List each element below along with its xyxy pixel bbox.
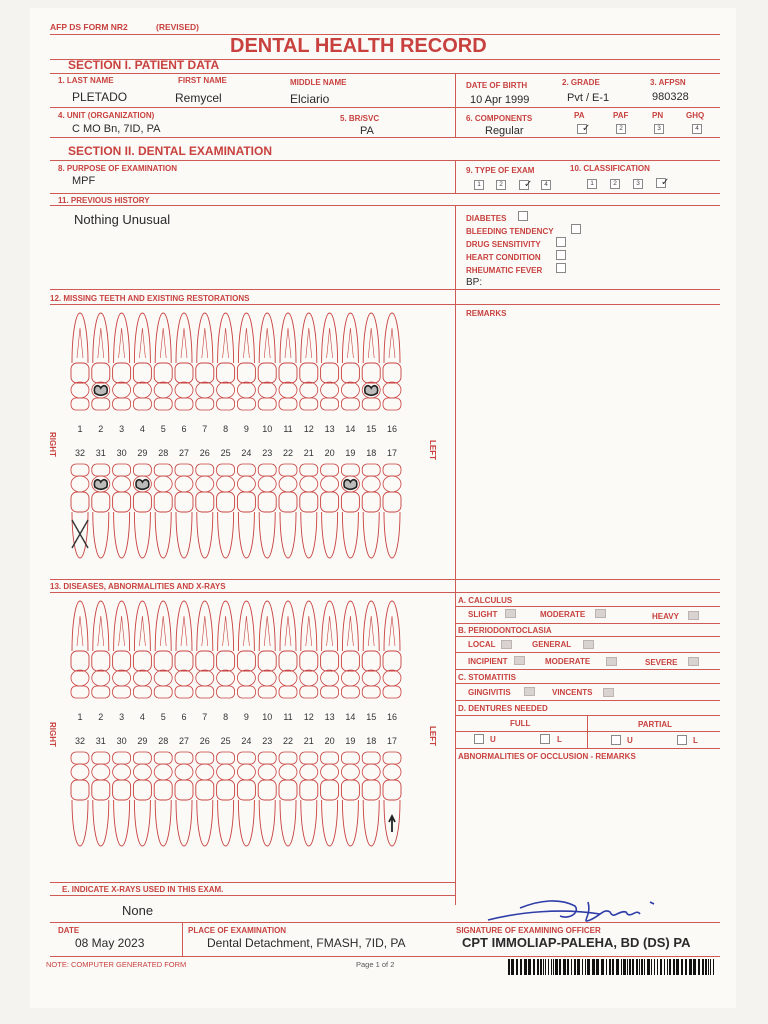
tooth-number: 2 [98, 424, 104, 434]
lower-tooth[interactable] [71, 752, 89, 846]
comp-pn-label: PN [652, 111, 664, 120]
place-label: PLACE OF EXAMINATION [188, 926, 287, 935]
tooth-number: 20 [324, 736, 335, 746]
upper-tooth[interactable] [258, 601, 276, 698]
tooth-number: 32 [74, 736, 86, 746]
xray-label: E. INDICATE X-RAYS USED IN THIS EXAM. [62, 885, 224, 894]
tooth-number: 26 [199, 448, 210, 458]
middle-name-field[interactable]: Elciario [290, 92, 330, 106]
grade-field[interactable]: Pvt / E-1 [567, 92, 610, 104]
tooth-number: 17 [386, 736, 398, 746]
upper-tooth[interactable] [279, 601, 297, 698]
lower-tooth[interactable] [300, 752, 318, 846]
history-field[interactable]: Nothing Unusual [74, 212, 171, 227]
tooth-number: 19 [345, 448, 356, 458]
upper-tooth[interactable] [341, 601, 359, 698]
upper-tooth[interactable] [113, 601, 131, 698]
tooth-number: 6 [181, 424, 187, 434]
last-name-label: 1. LAST NAME [58, 76, 114, 85]
tooth-number: 13 [324, 424, 335, 434]
full-lower-checkbox[interactable] [540, 734, 550, 744]
full-l-label: L [557, 735, 562, 744]
restoration-mark [94, 386, 107, 396]
missing-tooth-mark [72, 520, 88, 548]
vincents-checkbox[interactable] [603, 688, 614, 697]
diabetes-label: DIABETES [466, 214, 507, 223]
type-exam-3-checkbox[interactable] [519, 179, 533, 190]
general-label: GENERAL [532, 640, 572, 649]
upper-tooth[interactable] [71, 601, 89, 698]
right-side-label-2: RIGHT [48, 722, 57, 747]
occlusion-label: ABNORMALITIES OF OCCLUSION - REMARKS [458, 752, 636, 761]
upper-tooth[interactable] [133, 313, 151, 410]
form-code: AFP DS FORM NR2 [50, 22, 128, 32]
left-side-label-2: LEFT [428, 726, 437, 746]
lower-tooth[interactable] [154, 464, 172, 558]
tooth-number: 26 [199, 736, 210, 746]
form-revised: (REVISED) [156, 22, 199, 32]
class-1-checkbox[interactable]: 1 [587, 179, 597, 189]
form-note: NOTE: COMPUTER GENERATED FORM [46, 960, 187, 969]
slight-label: SLIGHT [468, 610, 498, 619]
tooth-number: 27 [178, 448, 190, 458]
tooth-number: 12 [303, 424, 314, 434]
bleeding-checkbox[interactable] [571, 224, 581, 234]
tooth-number: 14 [345, 712, 356, 722]
tooth-number: 30 [116, 736, 127, 746]
upper-tooth[interactable] [217, 601, 235, 698]
check-icon: ✓ [582, 123, 591, 134]
comp-pa-label: PA [574, 111, 585, 120]
upper-tooth[interactable] [383, 601, 401, 698]
severe-label: SEVERE [645, 658, 678, 667]
purpose-field[interactable]: MPF [72, 175, 96, 187]
full-label: FULL [510, 719, 531, 728]
heavy-checkbox[interactable] [688, 611, 699, 620]
signature-image [480, 890, 670, 935]
diabetes-checkbox[interactable] [518, 211, 528, 221]
upper-tooth[interactable] [196, 601, 214, 698]
upper-tooth[interactable] [154, 313, 172, 410]
tooth-number: 28 [158, 448, 169, 458]
missing-teeth-label: 12. MISSING TEETH AND EXISTING RESTORATIONS [50, 294, 250, 303]
tooth-number: 10 [262, 712, 273, 722]
dentures-label: D. DENTURES NEEDED [458, 704, 548, 713]
date-field[interactable]: 08 May 2023 [75, 936, 145, 950]
tooth-number: 28 [158, 736, 169, 746]
lower-tooth[interactable] [113, 464, 131, 558]
stomatitis-label: C. STOMATITIS [458, 673, 516, 682]
lower-tooth[interactable] [217, 752, 235, 846]
classification-label: 10. CLASSIFICATION [570, 164, 650, 173]
partial-lower-checkbox[interactable] [677, 735, 687, 745]
tooth-number: 4 [139, 424, 145, 434]
upper-tooth[interactable] [279, 313, 297, 410]
lower-tooth[interactable] [341, 464, 359, 558]
comp-paf-label: PAF [613, 111, 629, 120]
tooth-number: 17 [386, 448, 398, 458]
dob-label: DATE OF BIRTH [466, 81, 528, 90]
restoration-mark [344, 480, 357, 490]
local-checkbox[interactable] [501, 640, 512, 649]
comp-ghq-checkbox[interactable]: 4 [692, 124, 702, 134]
lower-tooth[interactable] [196, 752, 214, 846]
heart-checkbox[interactable] [556, 250, 566, 260]
full-upper-checkbox[interactable] [474, 734, 484, 744]
general-checkbox[interactable] [583, 640, 594, 649]
upper-tooth[interactable] [196, 313, 214, 410]
tooth-number: 24 [241, 448, 252, 458]
moderate-label: MODERATE [540, 610, 586, 619]
rheumatic-label: RHEUMATIC FEVER [466, 266, 543, 275]
upper-tooth[interactable] [341, 313, 359, 410]
tooth-number: 8 [223, 712, 229, 722]
comp-pn-checkbox[interactable]: 3 [654, 124, 664, 134]
lower-tooth[interactable] [258, 464, 276, 558]
lower-tooth[interactable] [133, 752, 151, 846]
tooth-number: 3 [119, 712, 125, 722]
tooth-number: 12 [303, 712, 314, 722]
comp-paf-checkbox[interactable]: 2 [616, 124, 626, 134]
tooth-number: 4 [139, 712, 145, 722]
gingivitis-checkbox[interactable] [524, 687, 535, 696]
date-label: DATE [58, 926, 80, 935]
left-side-label: LEFT [428, 440, 437, 460]
section2-title: SECTION II. DENTAL EXAMINATION [68, 144, 273, 158]
vincents-label: VINCENTS [552, 688, 593, 697]
lower-tooth[interactable] [362, 464, 380, 558]
incipient-checkbox[interactable] [514, 656, 525, 665]
upper-tooth[interactable] [383, 313, 401, 410]
dob-field[interactable]: 10 Apr 1999 [470, 94, 530, 106]
partial-label: PARTIAL [638, 720, 673, 729]
lower-tooth[interactable] [321, 464, 339, 558]
lower-tooth[interactable] [237, 752, 255, 846]
lower-tooth[interactable] [383, 464, 401, 558]
lower-tooth[interactable] [175, 752, 193, 846]
upper-tooth[interactable] [237, 601, 255, 698]
tooth-number: 27 [178, 736, 190, 746]
tooth-number: 6 [181, 712, 187, 722]
tooth-number: 21 [303, 448, 314, 458]
tooth-number: 5 [160, 424, 166, 434]
purpose-label: 8. PURPOSE OF EXAMINATION [58, 164, 177, 173]
partial-u-label: U [627, 736, 633, 745]
tooth-number: 20 [324, 448, 335, 458]
tooth-number: 22 [282, 736, 294, 746]
first-name-label: FIRST NAME [178, 76, 227, 85]
signature-label: SIGNATURE OF EXAMINING OFFICER [456, 926, 601, 935]
upper-tooth[interactable] [362, 601, 380, 698]
components-label: 6. COMPONENTS [466, 114, 533, 123]
tooth-number: 23 [262, 736, 273, 746]
upper-tooth[interactable] [321, 313, 339, 410]
type-exam-label: 9. TYPE OF EXAM [466, 166, 535, 175]
tooth-number: 1 [77, 424, 83, 434]
tooth-number: 7 [202, 424, 208, 434]
severe-checkbox[interactable] [688, 657, 699, 666]
lower-tooth[interactable] [279, 752, 297, 846]
officer-name: CPT IMMOLIAP-PALEHA, BD (DS) PA [462, 935, 691, 950]
xray-field[interactable]: None [122, 903, 154, 918]
lower-tooth[interactable] [217, 464, 235, 558]
tooth-number: 30 [116, 448, 127, 458]
upper-tooth[interactable] [113, 313, 131, 410]
lower-tooth[interactable] [196, 464, 214, 558]
tooth-number: 19 [345, 736, 356, 746]
middle-name-label: MIDDLE NAME [290, 78, 347, 87]
class-2-checkbox[interactable]: 2 [610, 179, 620, 189]
tooth-number: 11 [283, 424, 293, 434]
drug-checkbox[interactable] [556, 237, 566, 247]
form-title: DENTAL HEALTH RECORD [230, 35, 487, 57]
local-label: LOCAL [468, 640, 496, 649]
gingivitis-label: GINGIVITIS [468, 688, 511, 697]
rheumatic-checkbox[interactable] [556, 263, 566, 273]
first-name-field[interactable]: Remycel [175, 91, 222, 105]
class-3-checkbox[interactable]: 3 [633, 179, 643, 189]
section1-title: SECTION I. PATIENT DATA [68, 58, 220, 72]
heart-label: HEART CONDITION [466, 253, 541, 262]
bp-label: BP: [466, 277, 483, 288]
lower-tooth[interactable] [300, 464, 318, 558]
tooth-number: 18 [366, 736, 377, 746]
lower-tooth[interactable] [258, 752, 276, 846]
grade-label: 2. GRADE [562, 78, 600, 87]
remarks-label: REMARKS [466, 309, 507, 318]
tooth-number: 7 [202, 712, 208, 722]
lower-tooth[interactable] [362, 752, 380, 846]
partial-upper-checkbox[interactable] [611, 735, 621, 745]
tooth-number: 10 [262, 424, 273, 434]
tooth-number: 9 [243, 712, 249, 722]
tooth-number: 3 [119, 424, 125, 434]
upper-tooth[interactable] [217, 313, 235, 410]
unit-field[interactable]: C MO Bn, 7ID, PA [72, 123, 161, 135]
tooth-number: 2 [98, 712, 104, 722]
arrow-mark-icon [389, 816, 395, 832]
brsvc-label: 5. BR/SVC [340, 114, 380, 123]
tooth-number: 15 [366, 424, 377, 434]
partial-l-label: L [693, 736, 698, 745]
slight-checkbox[interactable] [505, 609, 516, 618]
upper-tooth[interactable] [133, 601, 151, 698]
tooth-number: 29 [137, 448, 148, 458]
heavy-label: HEAVY [652, 612, 679, 621]
lower-tooth[interactable] [92, 464, 110, 558]
restoration-mark [365, 386, 378, 396]
full-u-label: U [490, 735, 496, 744]
history-label: 11. PREVIOUS HISTORY [58, 196, 150, 205]
tooth-number: 16 [386, 712, 398, 722]
upper-tooth[interactable] [237, 313, 255, 410]
lower-tooth[interactable] [341, 752, 359, 846]
tooth-number: 18 [366, 448, 377, 458]
tooth-number: 29 [137, 736, 148, 746]
components-field[interactable]: Regular [485, 125, 524, 137]
upper-tooth[interactable] [300, 601, 318, 698]
tooth-number: 14 [345, 424, 356, 434]
upper-tooth[interactable] [71, 313, 89, 410]
calculus-label: A. CALCULUS [458, 596, 513, 605]
upper-tooth[interactable] [258, 313, 276, 410]
lower-tooth[interactable] [113, 752, 131, 846]
tooth-number: 16 [386, 424, 398, 434]
tooth-chart-diseases[interactable] [58, 596, 448, 861]
lower-tooth[interactable] [279, 464, 297, 558]
lower-tooth[interactable] [92, 752, 110, 846]
tooth-number: 21 [303, 736, 314, 746]
lower-tooth[interactable] [133, 464, 151, 558]
page-number: Page 1 of 2 [356, 960, 395, 969]
upper-tooth[interactable] [321, 601, 339, 698]
tooth-number: 31 [95, 736, 106, 746]
tooth-number: 31 [95, 448, 106, 458]
bleeding-label: BLEEDING TENDENCY [466, 227, 554, 236]
comp-pa-checkbox[interactable] [577, 123, 591, 134]
upper-tooth[interactable] [175, 601, 193, 698]
tooth-number: 13 [324, 712, 335, 722]
last-name-field[interactable]: PLETADO [72, 90, 128, 104]
tooth-number: 1 [77, 712, 83, 722]
barcode-image [508, 959, 718, 977]
type-exam-1-checkbox[interactable]: 1 [474, 180, 484, 190]
type-exam-4-checkbox[interactable]: 4 [541, 180, 551, 190]
tooth-number: 23 [262, 448, 273, 458]
lower-tooth[interactable] [237, 464, 255, 558]
check-icon: ✓ [661, 177, 670, 188]
brsvc-field[interactable]: PA [360, 125, 374, 137]
afpsn-field[interactable]: 980328 [652, 91, 689, 103]
upper-tooth[interactable] [154, 601, 172, 698]
restoration-mark [94, 480, 107, 490]
lower-tooth[interactable] [154, 752, 172, 846]
incipient-label: INCIPIENT [468, 657, 508, 666]
tooth-number: 8 [223, 424, 229, 434]
upper-tooth[interactable] [92, 601, 110, 698]
tooth-number: 5 [160, 712, 166, 722]
tooth-number: 25 [220, 736, 231, 746]
diseases-label: 13. DISEASES, ABNORMALITIES AND X-RAYS [50, 582, 226, 591]
upper-tooth[interactable] [300, 313, 318, 410]
tooth-number: 32 [74, 448, 86, 458]
moderate-checkbox[interactable] [595, 609, 606, 618]
moderate2-checkbox[interactable] [606, 657, 617, 666]
comp-ghq-label: GHQ [686, 111, 705, 120]
lower-tooth[interactable] [321, 752, 339, 846]
tooth-chart-restorations[interactable] [58, 308, 448, 578]
lower-tooth[interactable] [175, 464, 193, 558]
tooth-number: 25 [220, 448, 231, 458]
upper-tooth[interactable] [175, 313, 193, 410]
class-4-checkbox[interactable] [656, 177, 670, 188]
type-exam-2-checkbox[interactable]: 2 [496, 180, 506, 190]
place-field[interactable]: Dental Detachment, FMASH, 7ID, PA [207, 936, 406, 950]
tooth-number: 15 [366, 712, 377, 722]
drug-label: DRUG SENSITIVITY [466, 240, 541, 249]
unit-label: 4. UNIT (ORGANIZATION) [58, 111, 155, 120]
afpsn-label: 3. AFPSN [650, 78, 686, 87]
tooth-number: 9 [243, 424, 249, 434]
tooth-number: 24 [241, 736, 252, 746]
tooth-number: 22 [282, 448, 294, 458]
check-icon: ✓ [524, 179, 533, 190]
right-side-label: RIGHT [48, 432, 57, 457]
periodontoclasia-label: B. PERIODONTOCLASIA [458, 626, 552, 635]
restoration-mark [136, 480, 149, 490]
tooth-number: 11 [283, 712, 293, 722]
moderate2-label: MODERATE [545, 657, 591, 666]
